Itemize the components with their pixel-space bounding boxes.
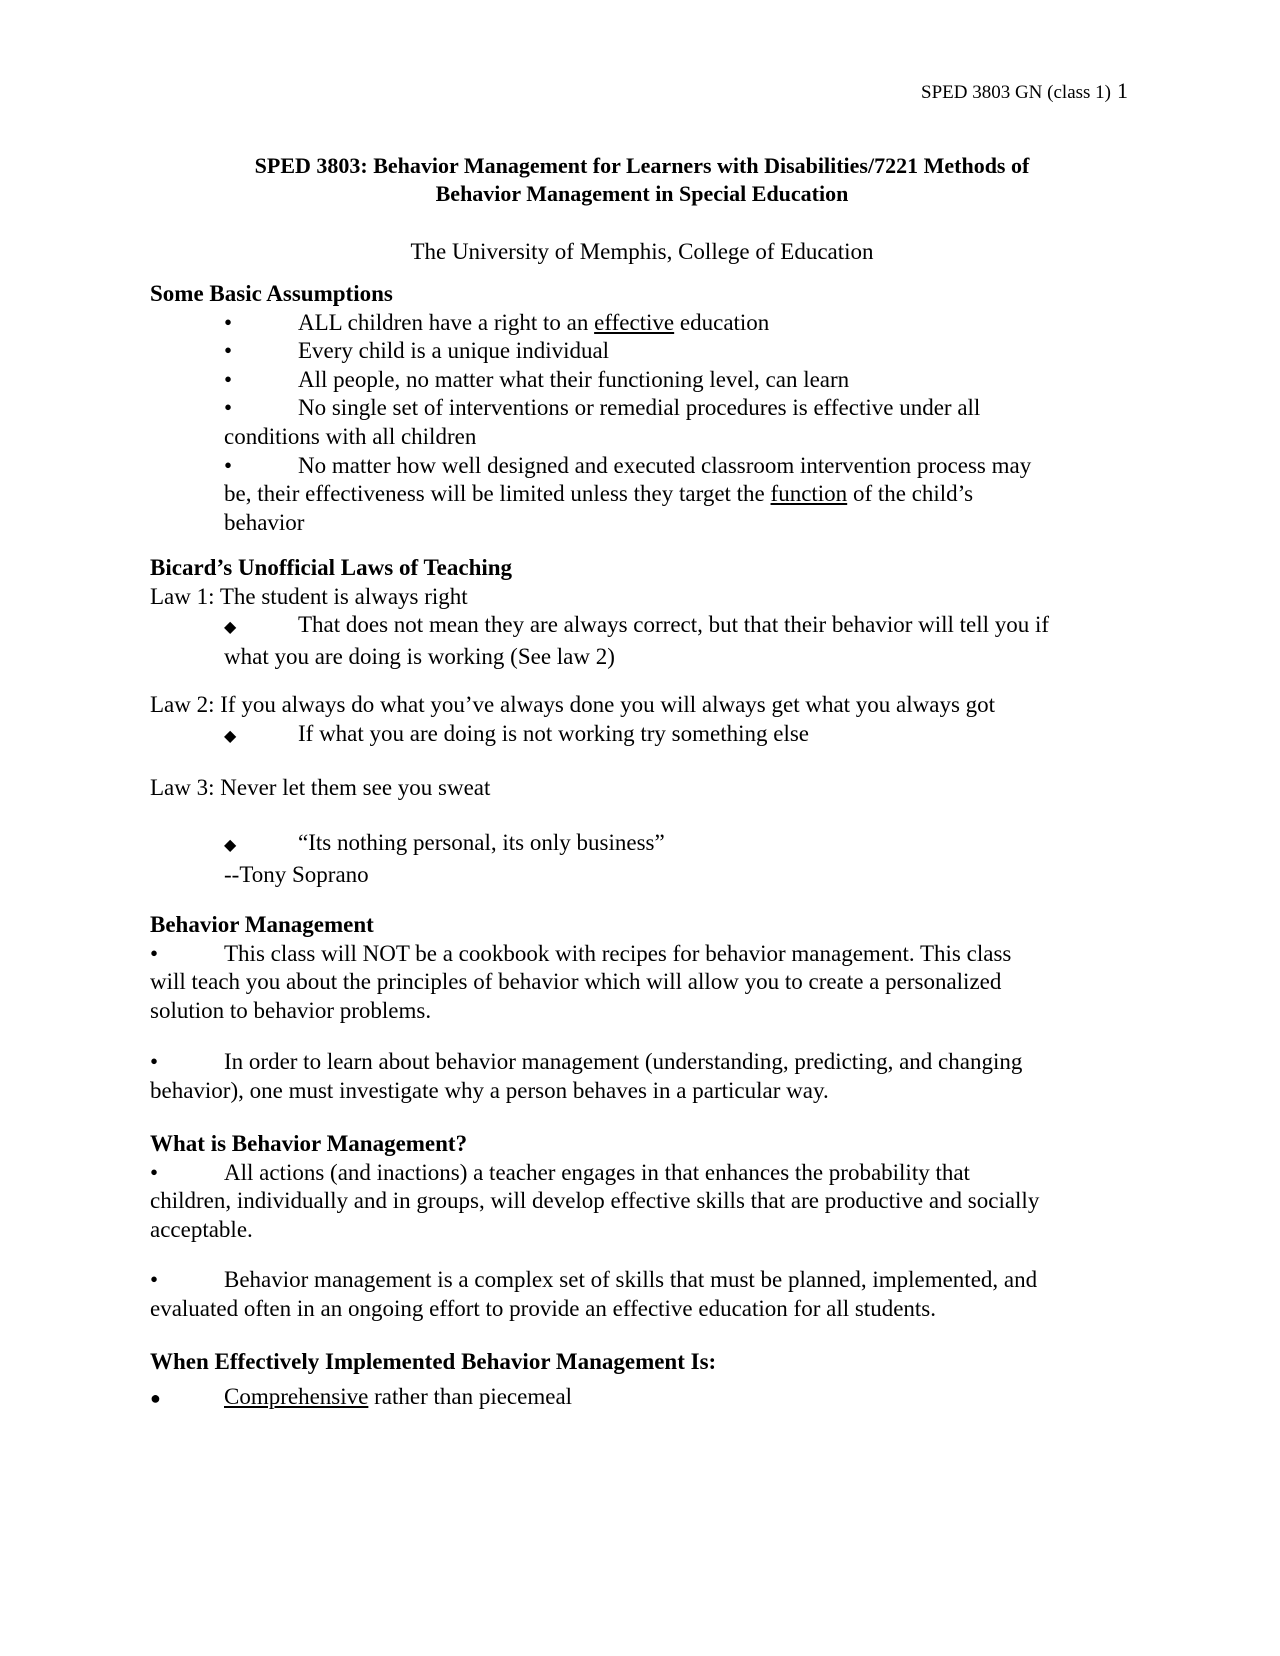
running-head-text: SPED 3803 GN (class 1) [921, 82, 1111, 103]
list-item: • All people, no matter what their functioning level, can learn [224, 366, 1125, 395]
bullet-icon: • [150, 1049, 159, 1074]
page-number: 1 [1117, 78, 1128, 103]
section-heading: Some Basic Assumptions [150, 281, 393, 306]
list-item: ◆ If what you are doing is not working try something else [224, 720, 1125, 752]
bullet-icon: • [224, 309, 233, 335]
section-assumptions [150, 280, 1125, 537]
diamond-bullet-icon: ◆ [224, 727, 237, 745]
running-header [921, 77, 1128, 108]
list-item: • No single set of interventions or remedial procedures is effective under all conditions with all children [224, 395, 981, 449]
title-line-1: SPED 3803: Behavior Management for Learners with Disabilities/7221 Methods of [254, 153, 1030, 178]
bullet-icon: • [224, 395, 233, 421]
list-item: • ALL children have a right to an effective education [224, 309, 1125, 338]
bullet-icon: • [150, 940, 159, 966]
underlined-word: Comprehensive [224, 1383, 369, 1409]
section-behavior-management: Behavior Management • This class will NOT be a cookbook with recipes for behavior management. This class will teach you about the principles of behavior which will allow you to create a personalized solution to behavior problems. [150, 911, 1125, 1025]
bullet-icon: • [150, 1267, 159, 1292]
bullet-icon: • [150, 1159, 159, 1185]
list-item: • No matter how well designed and executed classroom intervention process may be, their effectiveness will be limited unless they target the function of the child’s behavior [224, 452, 1032, 535]
section-heading: Behavior Management [150, 912, 374, 937]
law-1: Law 1: The student is always right [150, 583, 468, 609]
section-heading: What is Behavior Management? [150, 1131, 468, 1156]
quote-attribution: --Tony Soprano [224, 861, 369, 887]
list-item: ◆ That does not mean they are always correct, but that their behavior will tell you if what you are doing is working (See law 2) [224, 612, 1050, 669]
section-law-2 [150, 691, 1125, 751]
diamond-bullet-icon: ◆ [224, 837, 237, 854]
law-2: Law 2: If you always do what you’ve always done you will always get what you always got [150, 692, 996, 717]
title-line-2: Behavior Management in Special Education [435, 181, 849, 206]
section-when-implemented: When Effectively Implemented Behavior Management Is: ● Comprehensive rather than piecemeal [150, 1348, 1125, 1412]
bm-paragraph-2: • In order to learn about behavior management (understanding, predicting, and changing behavior), one must investigate why a person behaves in a particular way. [150, 1049, 1023, 1103]
list-item: ◆ “Its nothing personal, its only business” [224, 829, 1125, 861]
bullet-icon: • [224, 452, 233, 478]
document-title [150, 152, 1134, 208]
section-what-is-bm: What is Behavior Management? • All actions (and inactions) a teacher engages in that enhances the probability that children, individually and in groups, will develop effective skills that are productive and socially acceptable. [150, 1130, 1125, 1244]
law-3: Law 3: Never let them see you sweat [150, 775, 491, 800]
section-laws [150, 554, 1125, 671]
section-law-3 [150, 774, 1125, 803]
bullet-icon: • [224, 366, 233, 392]
underlined-word: function [770, 481, 848, 507]
section-heading: Bicard’s Unofficial Laws of Teaching [150, 555, 513, 580]
law-3-quote [150, 829, 1125, 889]
bullet-icon: ● [150, 1387, 161, 1408]
section-heading: When Effectively Implemented Behavior Management Is: [150, 1349, 717, 1374]
document-subtitle: The University of Memphis, College of Education [410, 239, 874, 264]
bullet-icon: • [224, 338, 233, 364]
list-item: • Every child is a unique individual [224, 337, 1125, 366]
diamond-bullet-icon: ◆ [224, 619, 237, 637]
what-paragraph-2: • Behavior management is a complex set of skills that must be planned, implemented, and evaluated often in an ongoing effort to provide an effective education for all students. [150, 1267, 1038, 1321]
underlined-word: effective [594, 309, 675, 335]
